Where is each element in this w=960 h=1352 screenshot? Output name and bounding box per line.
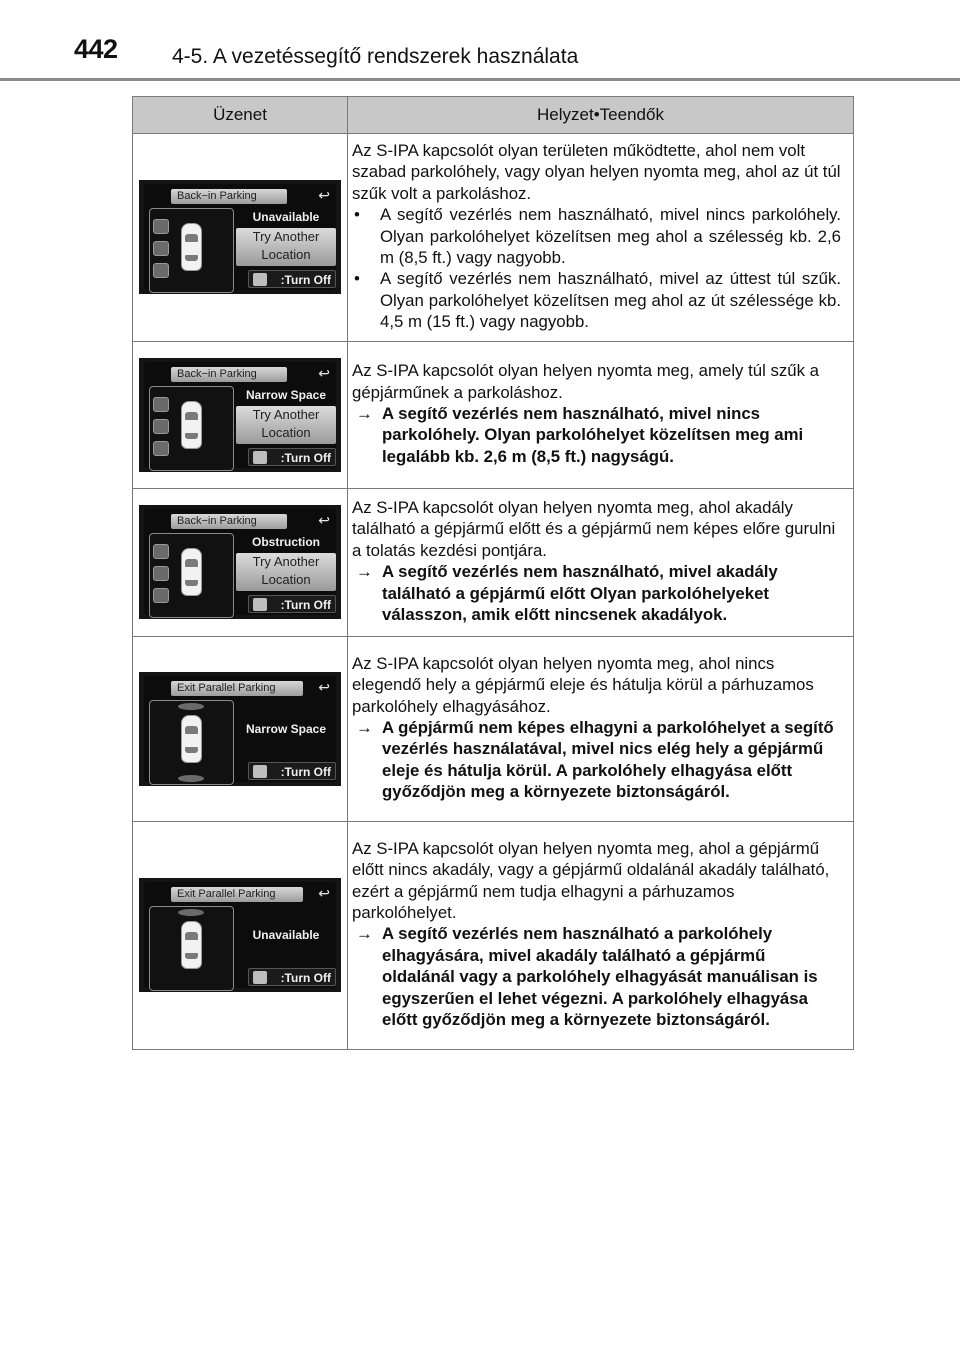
try-line-2: Location [261,424,311,440]
parking-assist-icon [253,598,267,611]
column-header-situation: Helyzet•Teendők [348,97,854,134]
return-arrow-icon: ↩ [318,364,330,381]
vehicle-panel [149,533,234,618]
screen-title: Back−in Parking [171,189,287,204]
screen-title: Exit Parallel Parking [171,887,303,902]
display-screenshot [139,878,341,992]
table-header-row [133,97,854,134]
chapter-title: 4-5. A vezetéssegítő rendszerek használata [172,45,579,68]
situation-text: Az S-IPA kapcsolót olyan területen működtette, ahol nem volt szabad parkolóhely, vagy olyan helyen nyomta meg, ahol az út túl szűk volt a parkoláshoz. [352,141,841,203]
action-text: A segítő vezérlés nem használható, mivel akadály található a gépjármű előtt Olyan parkolóhelyeket válasszon, amik előtt nincsenek akadályok. [382,562,778,624]
turn-off-button [248,968,336,986]
screen-status: Narrow Space [245,387,327,402]
sensor-icon [153,419,169,434]
parking-assist-icon [253,765,267,778]
sensor-icon [153,566,169,581]
display-screenshot [139,505,341,619]
action-item [352,403,841,467]
display-screenshot [139,358,341,472]
table-row [133,134,854,342]
sensor-icon [153,219,169,234]
return-arrow-icon: ↩ [318,678,330,695]
table-row [133,821,854,1049]
table-row [133,488,854,636]
car-icon [181,715,202,763]
action-item [352,717,841,803]
sensor-icon [178,775,204,782]
sensor-icon [178,909,204,916]
page-number: 442 [74,34,118,64]
message-image-cell [133,821,348,1049]
sensor-icon [153,397,169,412]
try-line-2: Location [261,247,311,263]
action-text: A segítő vezérlés nem használható a parkolóhely elhagyására, mivel akadály található a gépjármű oldalánál vagy a parkolóhely elhagyását manuálisan is egyszerűen el lehet végezni. A parkolóhely elhagyása előtt győződjön meg a környezete biztonságáról. [382,924,818,1030]
bullet-icon: • [354,269,360,289]
situation-cell [348,341,854,488]
arrow-icon: → [356,717,373,737]
list-item [352,268,841,332]
sensor-icon [153,544,169,559]
screen-title: Exit Parallel Parking [171,681,303,696]
vehicle-panel [149,906,234,991]
message-image-cell [133,134,348,342]
action-item [352,923,841,1030]
screen-status: Narrow Space [245,721,327,736]
arrow-icon: → [356,924,373,944]
message-image-cell [133,488,348,636]
message-table [132,96,854,1050]
vehicle-panel [149,208,234,293]
column-header-message: Üzenet [133,97,348,134]
display-screenshot [139,180,341,294]
list-item [352,204,841,268]
screen-status: Unavailable [252,928,320,943]
arrow-icon: → [356,562,373,582]
turn-off-button [248,595,336,613]
bullet-text: A segítő vezérlés nem használható, mivel az úttest túl szűk. Olyan parkolóhelyet közelítsen meg ahol az út szélessége kb. 4,5 m (15 ft.) vagy nagyobb. [380,269,841,332]
action-item [352,561,841,625]
vehicle-panel [149,700,234,785]
bullet-icon: • [354,205,360,225]
return-arrow-icon: ↩ [318,512,330,529]
parking-assist-icon [253,273,267,286]
parking-assist-icon [253,971,267,984]
turn-off-label: :Turn Off [280,598,331,613]
sensor-icon [153,241,169,256]
try-another-location-button [236,228,336,266]
table-row [133,341,854,488]
turn-off-label: :Turn Off [280,764,331,779]
sensor-icon [153,588,169,603]
situation-cell [348,134,854,342]
screen-status: Obstruction [252,535,320,550]
vehicle-panel [149,386,234,471]
display-screenshot [139,672,341,786]
action-text: A gépjármű nem képes elhagyni a parkolóhelyet a segítő vezérlés használatával, mivel nics elég hely a gépjármű eleje és hátulja körül. A parkolóhely elhagyása előtt győződjön meg a környezete biztonságáról. [382,717,834,802]
return-arrow-icon: ↩ [318,885,330,902]
screen-title: Back−in Parking [171,367,287,382]
turn-off-label: :Turn Off [280,971,331,986]
header-divider [0,78,960,81]
turn-off-label: :Turn Off [280,273,331,288]
parking-assist-icon [253,451,267,464]
page-header [0,0,960,80]
car-icon [181,401,202,449]
situation-text: Az S-IPA kapcsolót olyan helyen nyomta meg, ahol akadály található a gépjármű előtt és a gépjármű nem képes előre gurulni a tolatás kezdési pontjára. [352,497,836,560]
situation-cell [348,636,854,821]
turn-off-button [248,762,336,780]
sensor-icon [153,441,169,456]
arrow-icon: → [356,403,373,423]
sensor-icon [178,703,204,710]
sensor-icon [153,263,169,278]
message-image-cell [133,341,348,488]
screen-status: Unavailable [252,210,320,225]
car-icon [181,223,202,271]
screen-title: Back−in Parking [171,514,287,529]
situation-text: Az S-IPA kapcsolót olyan helyen nyomta meg, ahol nincs elegendő hely a gépjármű eleje és hátulja körül a párhuzamos parkolóhely elhagyásához. [352,653,814,716]
turn-off-button [248,448,336,466]
turn-off-button [248,270,336,288]
turn-off-label: :Turn Off [280,450,331,465]
action-text: A segítő vezérlés nem használható, mivel nincs parkolóhely. Olyan parkolóhelyet közelítsen meg ami legalább kb. 2,6 m (8,5 ft.) nagyságú. [382,403,804,466]
try-line-1: Try Another [252,406,320,422]
return-arrow-icon: ↩ [318,187,330,204]
situation-cell [348,488,854,636]
situation-text: Az S-IPA kapcsolót olyan helyen nyomta meg, amely túl szűk a gépjárműnek a parkoláshoz. [352,361,819,402]
message-image-cell [133,636,348,821]
car-icon [181,921,202,969]
table-row [133,636,854,821]
try-line-1: Try Another [252,229,320,245]
situation-text: Az S-IPA kapcsolót olyan helyen nyomta meg, ahol a gépjármű előtt nincs akadály, vagy a gépjármű oldalánál akadály található, ezért a gépjármű nem tudja elhagyni a párhuzamos parkolóhelyet. [352,838,830,923]
try-line-1: Try Another [252,554,320,570]
situation-cell [348,821,854,1049]
bullet-text: A segítő vezérlés nem használható, mivel nincs parkolóhely. Olyan parkolóhelyet közelítsen meg ahol a szélesség kb. 2,6 m (8,5 ft.) vagy nagyobb. [380,205,841,268]
try-another-location-button [236,553,336,591]
try-line-2: Location [261,572,311,588]
car-icon [181,548,202,596]
try-another-location-button [236,406,336,444]
